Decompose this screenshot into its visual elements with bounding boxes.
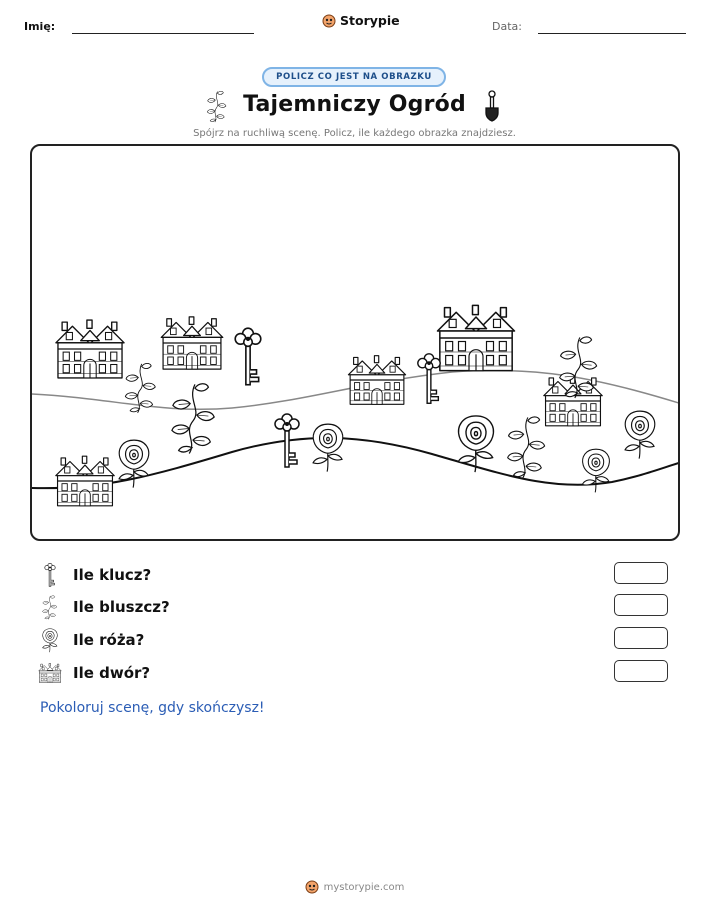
answer-box-key[interactable] xyxy=(614,562,668,584)
rose xyxy=(582,449,609,492)
page-title: Tajemniczy Ogród xyxy=(243,92,466,117)
answer-box-rose[interactable] xyxy=(614,627,668,649)
name-label: Imię: xyxy=(24,20,56,33)
question-row-rose xyxy=(38,627,672,653)
rose-icon xyxy=(38,627,62,653)
question-row-manor xyxy=(38,660,672,686)
manor-icon xyxy=(38,660,62,686)
brand-logo xyxy=(322,13,400,28)
site-footer xyxy=(0,880,709,894)
question-label: Ile klucz? xyxy=(73,566,152,584)
coloring-note: Pokoloruj scenę, gdy skończysz! xyxy=(40,700,265,716)
site-url[interactable]: mystorypie.com xyxy=(323,881,405,893)
brand-name: Storypie xyxy=(340,13,400,28)
key-icon xyxy=(38,562,62,588)
storypie-logo-icon xyxy=(305,880,319,894)
rose xyxy=(625,411,655,459)
activity-badge: POLICZ CO JEST NA OBRAZKU xyxy=(262,67,446,87)
answer-box-ivy[interactable] xyxy=(614,594,668,616)
question-row-key xyxy=(38,562,672,588)
manor xyxy=(161,317,223,369)
name-input-line[interactable] xyxy=(72,33,254,34)
manor xyxy=(56,320,124,378)
manor xyxy=(438,305,515,370)
ivy xyxy=(508,417,545,478)
question-label: Ile róża? xyxy=(73,631,145,649)
question-label: Ile dwór? xyxy=(73,664,151,682)
manor xyxy=(544,376,602,426)
ivy-icon xyxy=(38,594,62,620)
key xyxy=(235,328,261,385)
trowel-icon xyxy=(483,90,501,122)
instructions-subtitle: Spójrz na ruchliwą scenę. Policz, ile każdego obrazka znajdziesz. xyxy=(193,128,516,139)
key xyxy=(418,354,440,403)
question-row-ivy xyxy=(38,594,672,620)
date-label: Data: xyxy=(492,20,522,33)
manor xyxy=(56,456,114,506)
question-label: Ile bluszcz? xyxy=(73,598,170,616)
answer-box-manor[interactable] xyxy=(614,660,668,682)
garden-scene xyxy=(30,144,680,541)
date-input-line[interactable] xyxy=(538,33,686,34)
rose xyxy=(313,424,343,472)
storypie-logo-icon xyxy=(322,14,336,28)
ivy xyxy=(172,384,214,454)
manor xyxy=(348,356,405,405)
